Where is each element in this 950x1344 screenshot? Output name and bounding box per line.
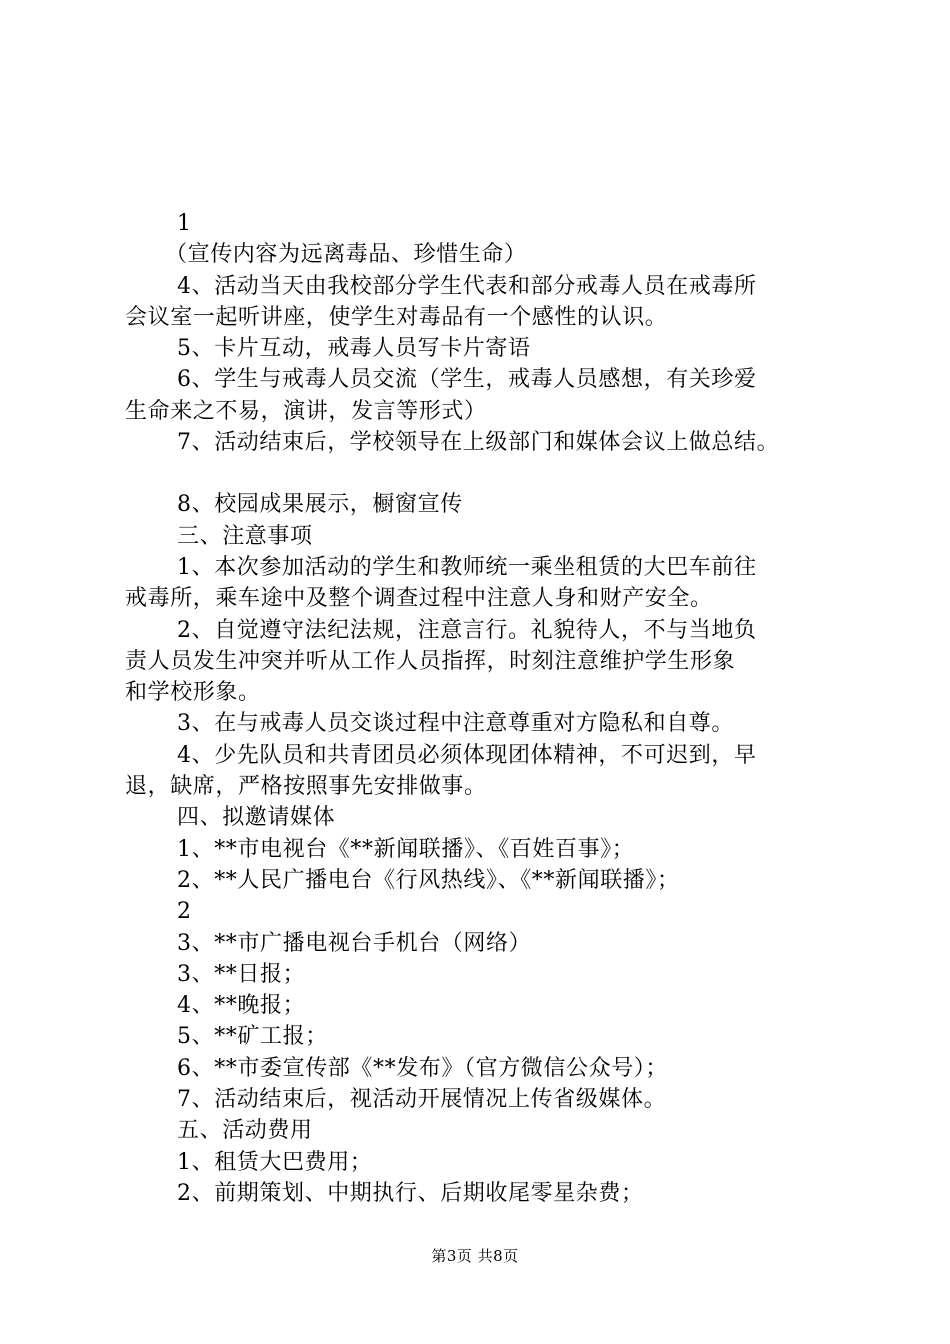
text-line: 1	[177, 211, 192, 236]
text-line: 退，缺席，严格按照事先安排做事。	[125, 774, 487, 800]
text-line: 4、少先队员和共青团员必须体现团体精神，不可迟到，早	[177, 742, 757, 768]
text-line: 1、**市电视台《**新闻联播》、《百姓百事》；	[177, 836, 635, 862]
text-line: 4、活动当天由我校部分学生代表和部分戒毒人员在戒毒所	[177, 273, 757, 299]
section-heading: 三、注意事项	[177, 523, 313, 549]
text-line: 7、活动结束后，学校领导在上级部门和媒体会议上做总结。	[177, 430, 780, 456]
document-body	[125, 208, 837, 1209]
text-line: （宣传内容为远离毒品、珍惜生命）	[165, 242, 527, 268]
text-line: 3、**市广播电视台手机台（网络）	[177, 930, 532, 956]
text-line: 责人员发生冲突并听从工作人员指挥，时刻注意维护学生形象	[125, 648, 736, 674]
text-line: 生命来之不易，演讲，发言等形式）	[125, 398, 487, 424]
text-line: 3、**日报；	[177, 961, 306, 987]
section-heading: 四、拟邀请媒体	[177, 805, 336, 831]
text-line: 5、**矿工报；	[177, 1024, 328, 1050]
text-line: 6、学生与戒毒人员交流（学生，戒毒人员感想，有关珍爱	[177, 367, 757, 393]
text-line: 会议室一起听讲座，使学生对毒品有一个感性的认识。	[125, 304, 668, 330]
paragraph-gap	[125, 458, 837, 489]
text-line: 2、**人民广播电台《行风热线》、《**新闻联播》；	[177, 867, 680, 893]
text-line: 4、**晚报；	[177, 993, 306, 1019]
page-number-footer: 第3页 共8页	[431, 1247, 519, 1265]
text-line: 2、前期策划、中期执行、后期收尾零星杂费；	[177, 1180, 644, 1206]
text-line: 3、在与戒毒人员交谈过程中注意尊重对方隐私和自尊。	[177, 711, 734, 737]
text-line: 戒毒所，乘车途中及整个调查过程中注意人身和财产安全。	[125, 586, 713, 612]
text-line: 6、**市委宣传部《**发布》（官方微信公众号）；	[177, 1055, 668, 1081]
text-line: 8、校园成果展示，橱窗宣传	[177, 492, 463, 518]
text-line: 和学校形象。	[125, 680, 261, 706]
text-line: 1、租赁大巴费用；	[177, 1149, 373, 1175]
text-line: 5、卡片互动，戒毒人员写卡片寄语	[177, 336, 531, 362]
text-line: 2、自觉遵守法纪法规，注意言行。礼貌待人，不与当地负	[177, 617, 757, 643]
section-heading: 五、活动费用	[177, 1118, 313, 1144]
text-line: 7、活动结束后，视活动开展情况上传省级媒体。	[177, 1087, 667, 1113]
text-line: 1、本次参加活动的学生和教师统一乘坐租赁的大巴车前往	[177, 554, 757, 580]
text-line: 2	[177, 899, 192, 925]
